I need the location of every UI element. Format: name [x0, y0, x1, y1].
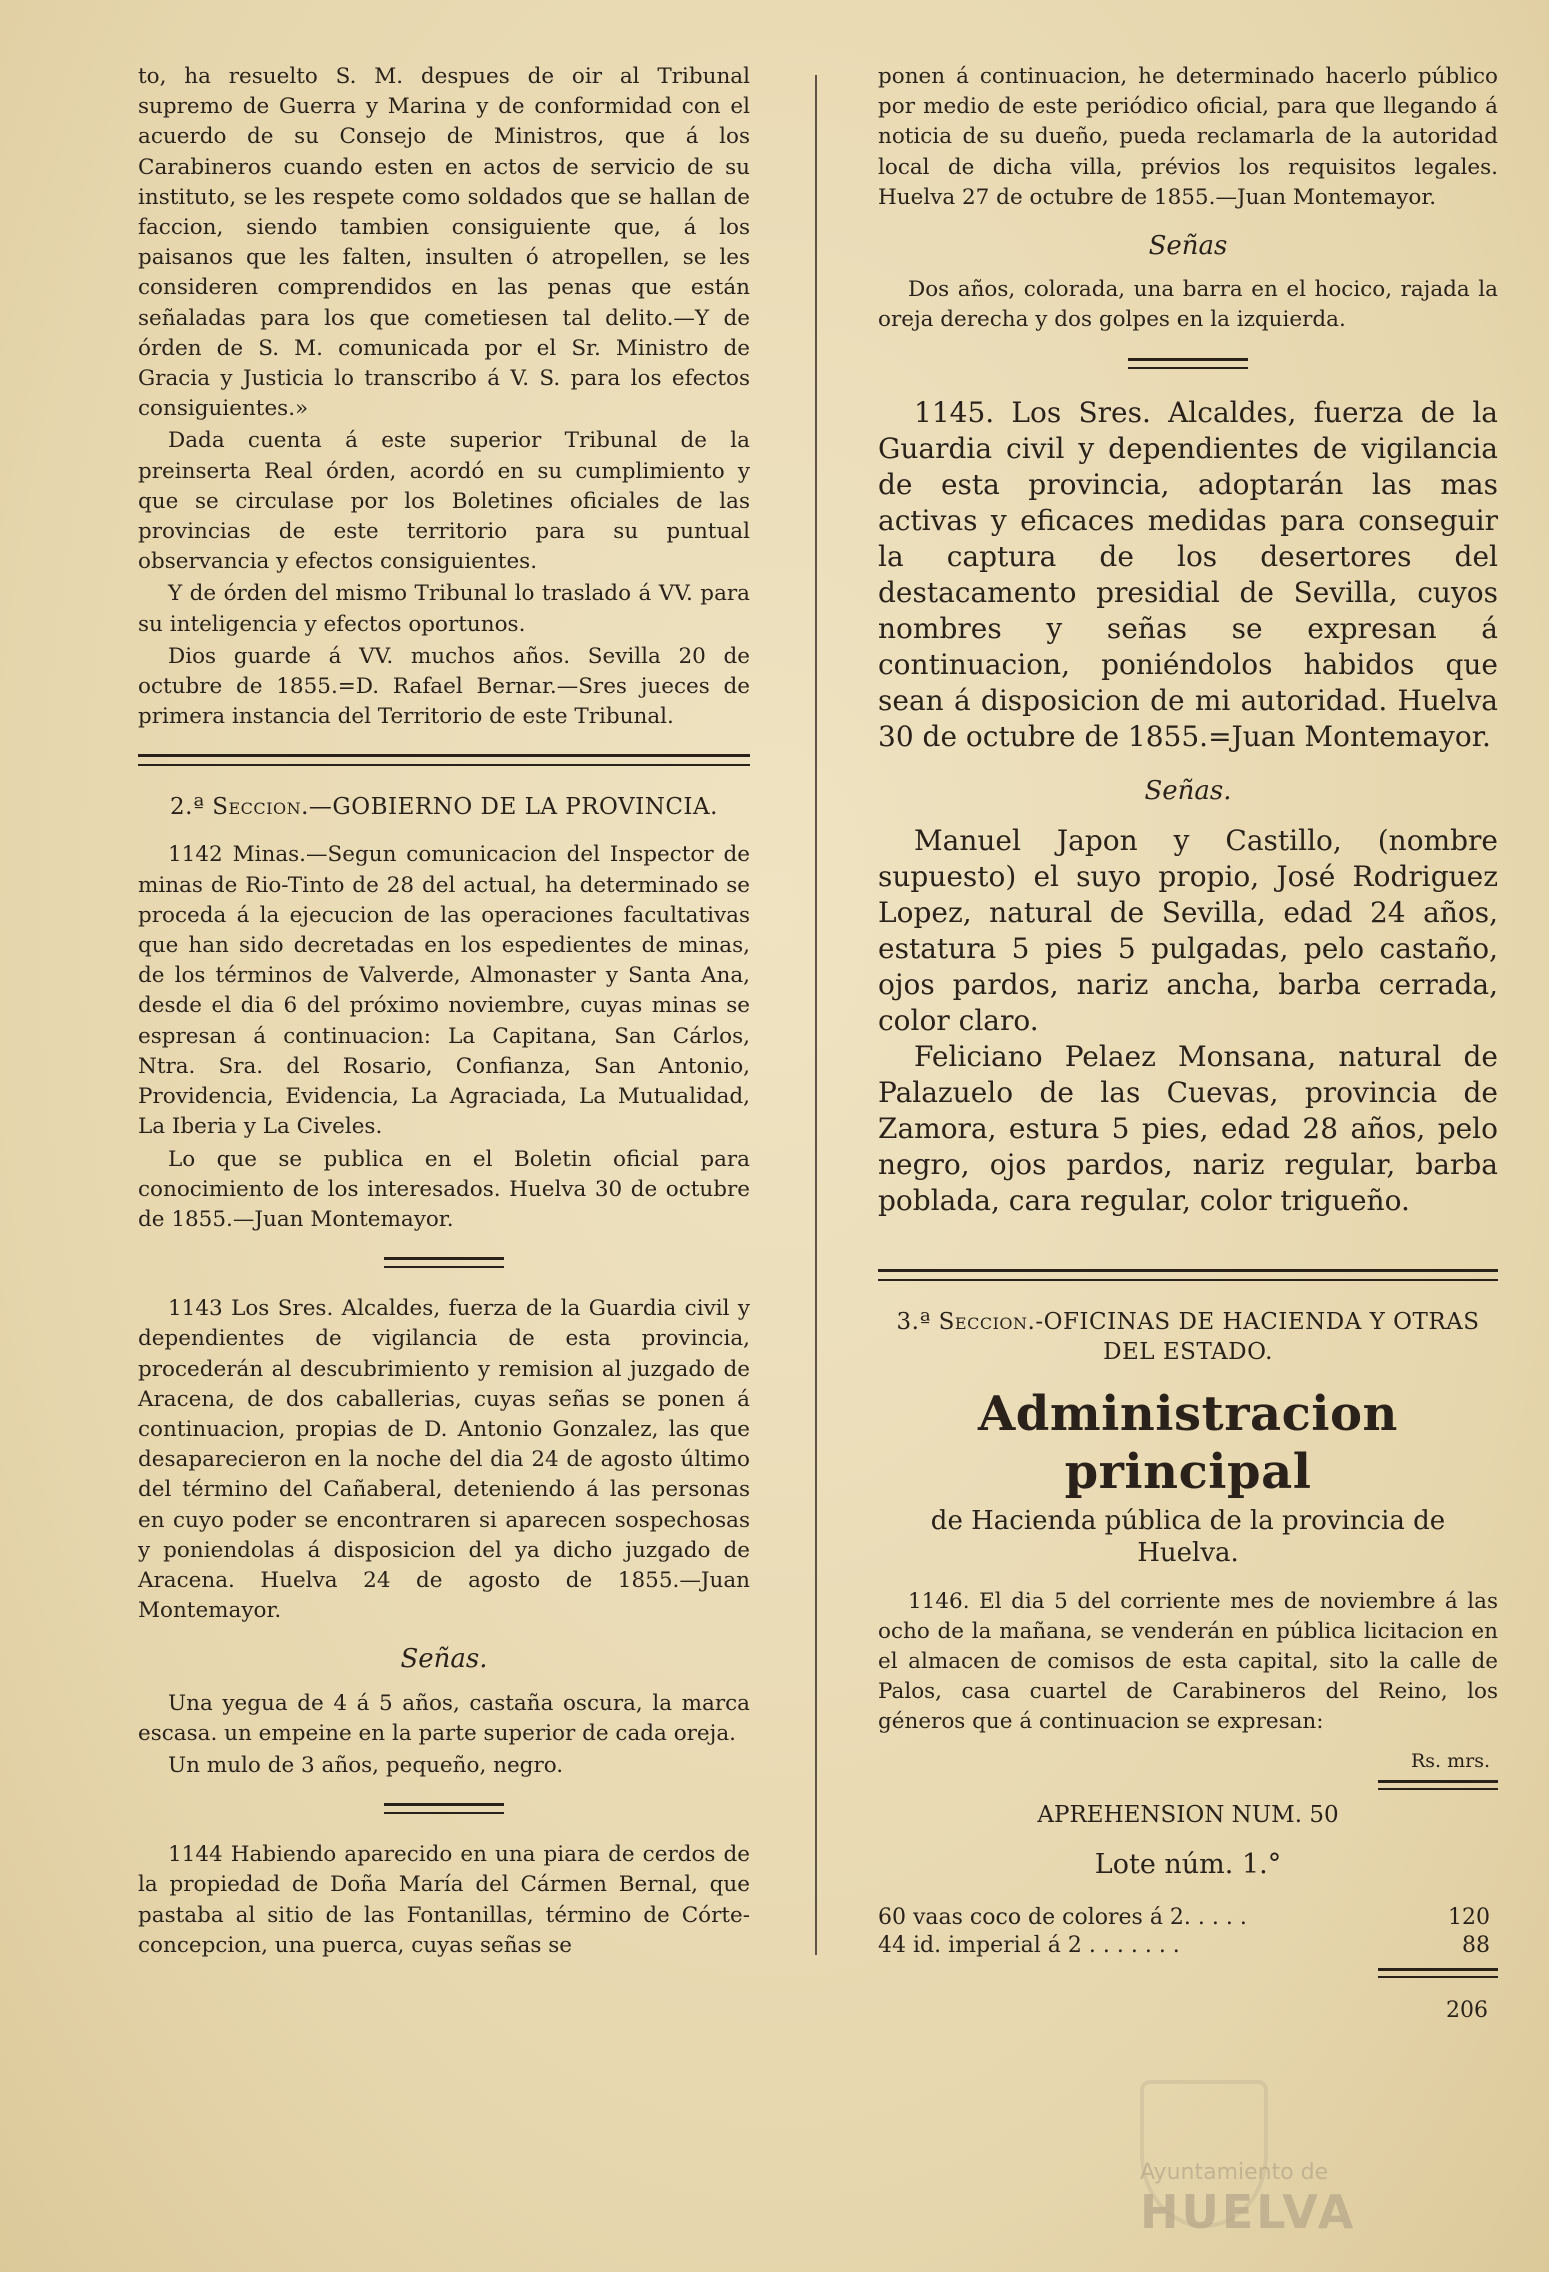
- notice-1142: 1142 Minas.—Segun comunicacion del Inspector de minas de Rio-Tinto de 28 del actual, ha determinado se proceda á la ejecucion de las operaciones facultativas que han sido decretadas en los espedientes de minas, de los términos de Valverde, Almonaster y Santa Ana, desde el dia 6 del próximo noviembre, cuyas minas se espresan á continuacion: La Capitana, San Cárlos, Ntra. Sra. del Rosario, Confianza, San Antonio, Providencia, Evidencia, La Agraciada, La Mutualidad, La Iberia y La Civeles.: [138, 842, 750, 1140]
- section-2-heading: [138, 792, 750, 822]
- list-item: [878, 1932, 1498, 1960]
- administracion-subtitle: de Hacienda pública de la provincia de Huelva.: [930, 1505, 1446, 1568]
- section-2-title: —GOBIERNO DE LA PROVINCIA.: [308, 794, 718, 821]
- list-item: [878, 1904, 1498, 1932]
- senas-desertor-1: Manuel Japon y Castillo, (nombre supuesto) el suyo propio, José Rodriguez Lopez, natural de Sevilla, edad 24 años, estatura 5 pies 5 pulgadas, pelo castaño, ojos pardos, nariz ancha, barba cerrada, color claro.: [878, 823, 1498, 1037]
- section-3-heading: [878, 1307, 1498, 1367]
- item-amount: 120: [1448, 1905, 1490, 1931]
- notice-1144-continued: ponen á continuacion, he determinado hacerlo público por medio de este periódico oficial, para que llegando á noticia de su dueño, pueda reclamarla de la autoridad local de dicha villa, prévios los requisitos legales. Huelva 27 de octubre de 1855.—Juan Montemayor.: [878, 64, 1498, 210]
- paragraph-carabineros: to, ha resuelto S. M. despues de oir al Tribunal supremo de Guerra y Marina y de conformidad con el acuerdo de su Consejo de Ministros, que á los Carabineros cuando esten en actos de servicio de su instituto, se les respete como soldados que se hallan de faccion, siendo tambien consiguiente que, á los paisanos que les falten, insulten ó atropellen, se les consideren comprendidos en las penas que están señaladas para los que cometiesen tal delito.—Y de órden de S. M. comunicada por el Sr. Ministro de Gracia y Justicia lo transcribo á V. S. para los efectos consiguientes.»: [138, 64, 750, 422]
- item-amount: 88: [1462, 1933, 1490, 1959]
- notice-divider-rule: [384, 1803, 504, 1814]
- administracion-title: Administracion principal: [978, 1385, 1398, 1500]
- paragraph-dios-guarde: Dios guarde á VV. muchos años. Sevilla 20 de octubre de 1855.=D. Rafael Bernar.—Sres jueces de primera instancia del Territorio de este Tribunal.: [138, 643, 750, 730]
- total-rule: [1378, 1968, 1498, 1978]
- notice-1145-block: [878, 395, 1498, 1219]
- notice-1145: 1145. Los Sres. Alcaldes, fuerza de la Guardia civil y dependientes de vigilancia de esta provincia, adoptarán las mas activas y eficaces medidas para conseguir la captura de los desertores del destacamento presidial de Sevilla, cuyos nombres y señas se expresan á continuacion, poniéndolos habidos que sean á disposicion de mi autoridad. Huelva 30 de octubre de 1855.=Juan Montemayor.: [878, 395, 1498, 753]
- section-3-title: -OFICINAS DE HACIENDA Y OTRAS DEL ESTADO.: [1035, 1308, 1480, 1365]
- section-3-prefix: 3.ª Seccion.: [896, 1308, 1036, 1335]
- notice-1143: 1143 Los Sres. Alcaldes, fuerza de la Guardia civil y dependientes de vigilancia de esta provincia, procederán al descubrimiento y remision al juzgado de Aracena, de dos caballerias, cuyas señas se ponen á continuacion, propias de D. Antonio Gonzalez, las que desaparecieron en la noche del dia 24 de agosto último del término del Cañaberal, deteniendo á las personas en cuyo poder se encontraren si aparecen sospechosas y poniendolas á disposicion del ya dicho juzgado de Aracena. Huelva 24 de agosto de 1855.—Juan Montemayor.: [138, 1296, 750, 1624]
- notice-divider-rule: [1128, 358, 1248, 369]
- senas-heading: Señas: [1148, 231, 1228, 262]
- watermark-line-2: HUELVA: [1140, 2185, 1357, 2239]
- lote-heading: Lote núm. 1.°: [1094, 1849, 1282, 1881]
- watermark-line-1: Ayuntamiento de: [1140, 2160, 1329, 2185]
- paragraph-dada-cuenta: Dada cuenta á este superior Tribunal de la preinserta Real órden, acordó en su cumplimiento y que se circulase por los Boletines oficiales de las provincias de este territorio para su puntual observancia y efectos consiguientes.: [138, 428, 750, 575]
- paragraph-traslado: Y de órden del mismo Tribunal lo traslado á VV. para su inteligencia y efectos oportunos.: [138, 581, 750, 637]
- senas-yegua: Una yegua de 4 á 5 años, castaña oscura, la marca escasa. un empeine en la parte superior de cada oreja.: [138, 1690, 750, 1746]
- aprehension-heading: APREHENSION NUM. 50: [1037, 1801, 1339, 1828]
- rs-mrs-header: Rs. mrs.: [1410, 1749, 1490, 1772]
- item-description: 60 vaas coco de colores á 2. . . . .: [878, 1905, 1247, 1931]
- right-column: [878, 62, 1498, 2026]
- total-amount: 206: [1446, 1998, 1488, 2024]
- senas-heading: Señas.: [1144, 775, 1232, 806]
- senas-puerca: Dos años, colorada, una barra en el hocico, rajada la oreja derecha y dos golpes en la izquierda.: [878, 277, 1498, 333]
- column-divider: [815, 75, 817, 1955]
- amount-rule: [1378, 1780, 1498, 1790]
- notice-divider-rule: [384, 1257, 504, 1268]
- section-divider-rule: [138, 754, 750, 766]
- watermark: [1140, 2160, 1356, 2239]
- notice-1144: 1144 Habiendo aparecido en una piara de cerdos de la propiedad de Doña María del Cármen Bernal, que pastaba al sitio de las Fontanillas, término de Córte-concepcion, una puerca, cuyas señas se: [138, 1842, 750, 1958]
- section-divider-rule: [878, 1269, 1498, 1281]
- section-2-prefix: 2.ª Seccion.: [170, 794, 309, 821]
- item-description: 44 id. imperial á 2 . . . . . . .: [878, 1933, 1180, 1959]
- senas-desertor-2: Feliciano Pelaez Monsana, natural de Palazuelo de las Cuevas, provincia de Zamora, estura 5 pies, edad 28 años, pelo negro, ojos pardos, nariz regular, barba poblada, cara regular, color trigueño.: [878, 1039, 1498, 1217]
- left-column: [138, 62, 750, 1963]
- senas-heading: Señas.: [400, 1644, 488, 1675]
- notice-1142-closing: Lo que se publica en el Boletin oficial para conocimiento de los interesados. Huelva 30 de octubre de 1855.—Juan Montemayor.: [138, 1146, 750, 1232]
- notice-1146: 1146. El dia 5 del corriente mes de noviembre á las ocho de la mañana, se venderán en pública licitacion en el almacen de comisos de esta capital, sito la calle de Palos, casa cuartel de Carabineros del Reino, los géneros que á continuacion se expresan:: [878, 1588, 1498, 1735]
- senas-mulo: Un mulo de 3 años, pequeño, negro.: [168, 1752, 564, 1778]
